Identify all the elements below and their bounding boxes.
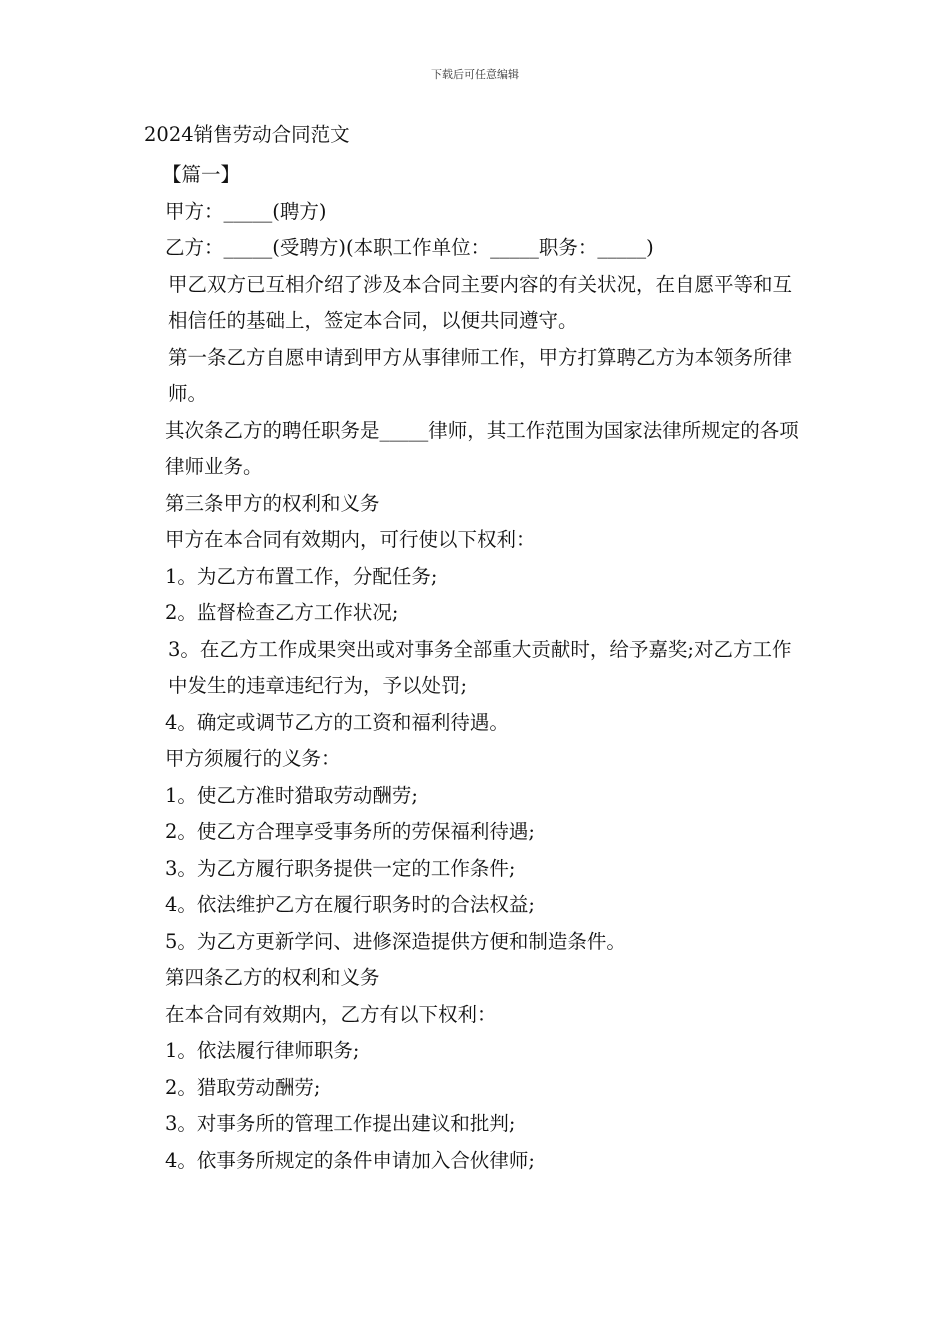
preamble-paragraph: 甲乙双方已互相介绍了涉及本合同主要内容的有关状况，在自愿平等和互相信任的基础上，签定本合同，以便共同遵守。 <box>168 272 793 332</box>
list-item: 1。为乙方布置工作，分配任务; <box>165 564 438 588</box>
list-item: 1。使乙方准时猎取劳动酬劳; <box>165 783 418 807</box>
party-b-line: 乙方：_____(受聘方)(本职工作单位：_____职务：_____) <box>165 236 654 259</box>
list-item: 4。依事务所规定的条件申请加入合伙律师; <box>165 1148 535 1172</box>
list-item: 5。为乙方更新学问、进修深造提供方便和制造条件。 <box>165 929 626 953</box>
party-b-rights-intro: 在本合同有效期内，乙方有以下权利： <box>165 1002 497 1026</box>
article-4-heading: 第四条乙方的权利和义务 <box>165 966 380 989</box>
party-a-rights-intro: 甲方在本合同有效期内，可行使以下权利： <box>165 528 536 551</box>
party-a-duties-intro: 甲方须履行的义务： <box>165 747 341 770</box>
list-item: 3。对事务所的管理工作提出建议和批判; <box>165 1112 516 1135</box>
document-body <box>144 157 806 1179</box>
list-item: 2。监督检查乙方工作状况; <box>165 601 399 624</box>
list-item: 4。依法维护乙方在履行职务时的合法权益; <box>165 893 535 916</box>
article-1-paragraph: 第一条乙方自愿申请到甲方从事律师工作，甲方打算聘乙方为本领务所律师。 <box>168 345 793 405</box>
page-header: 下载后可任意编辑 <box>431 68 519 81</box>
list-item: 2。猎取劳动酬劳; <box>165 1075 321 1099</box>
list-item: 2。使乙方合理享受事务所的劳保福利待遇; <box>165 820 535 843</box>
article-2-paragraph: 其次条乙方的聘任职务是_____律师，其工作范围为国家法律所规定的各项律师业务。 <box>165 418 799 478</box>
list-item: 3。在乙方工作成果突出或对事务全部重大贡献时，给予嘉奖;对乙方工作中发生的违章违纪行为，予以处罚; <box>168 637 792 697</box>
section-label: 【篇一】 <box>162 163 241 186</box>
party-a-line: 甲方：_____(聘方) <box>165 199 327 223</box>
list-item: 4。确定或调节乙方的工资和福利待遇。 <box>165 710 509 734</box>
list-item: 1。依法履行律师职务; <box>165 1039 360 1062</box>
article-3-heading: 第三条甲方的权利和义务 <box>165 491 380 515</box>
list-item: 3。为乙方履行职务提供一定的工作条件; <box>165 856 516 880</box>
document-title: 2024销售劳动合同范文 <box>144 123 350 146</box>
